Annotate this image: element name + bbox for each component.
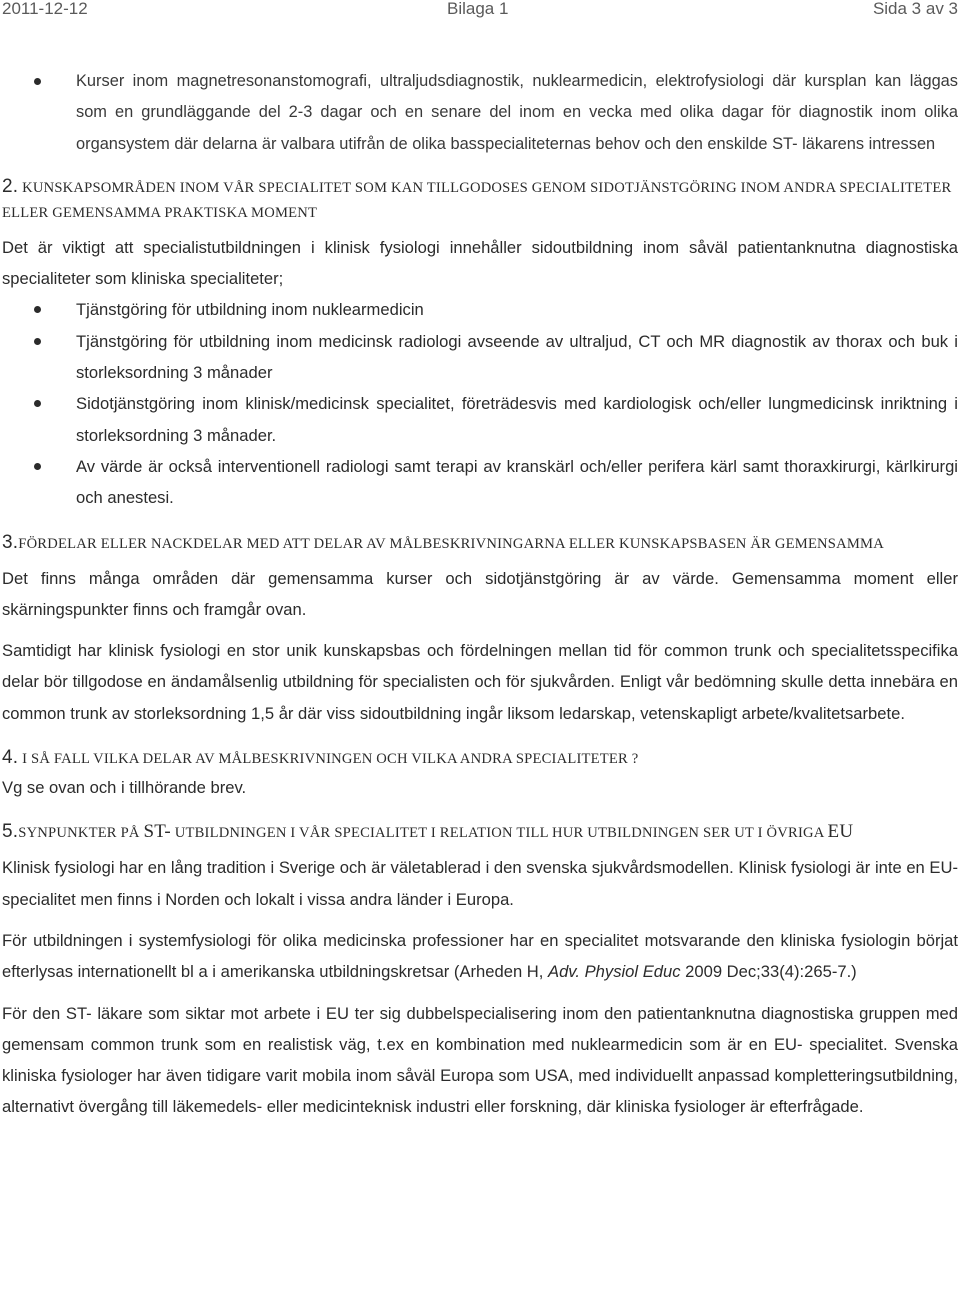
section-5-paragraph: Klinisk fysiologi har en lång tradition i Sverige och är väletablerad i den svenska sjukvårdsmodellen. Klinisk fysiologi är inte en EU- specialitet men finns i Norden och lokalt i vissa andra länder i Europa. <box>2 858 958 909</box>
section-5-paragraph <box>2 925 958 988</box>
section-number: 2. <box>2 175 19 197</box>
section-5-paragraph: För den ST- läkare som siktar mot arbete i EU ter sig dubbelspecialisering inom den patientanknutna diagnostiska gruppen med gemensam common trunk som en realistisk väg, t.ex en kombination med nuklearmedicin som är en EU- specialitet. Svenska kliniska fysiologer har även tidigare varit mobila inom såväl Europa som USA, med individuellt anpassad kompletteringsutbildning, alternativt övergång till läkemedels- eller medicinteknisk industri eller forskning, där kliniska fysiologer är efterfrågade. <box>2 1003 958 1117</box>
section-number: 5. <box>2 821 19 843</box>
section-5-heading <box>2 819 958 846</box>
section-3-paragraph: Samtidigt har klinisk fysiologi en stor unik kunskapsbas och fördelningen mellan tid för common trunk och specialitetsspecifika delar bör tillgodose en ändamålsenlig utbildning för specialisten och för sjukvården. Enligt vår bedömning skulle detta innebära en common trunk av storleksordning 1,5 år där viss sidoutbildning ingår liksom ledarskap, vetenskapligt arbete/kvalitetsarbete. <box>2 641 958 723</box>
section-title-part: UTBILDNINGEN I VÅR SPECIALITET I RELATION TILL HUR UTBILDNINGEN SER UT I ÖVRIGA <box>174 825 824 842</box>
header-date: 2011-12-12 <box>2 0 88 18</box>
section-title-st: ST- <box>143 821 171 843</box>
section-number: 3. <box>2 531 19 553</box>
document-body <box>2 66 958 1123</box>
section-title: FÖRDELAR ELLER NACKDELAR MED ATT DELAR AV MÅLBESKRIVNINGARNA ELLER KUNSKAPSBASEN ÄR GEMENSAMMA <box>18 535 884 552</box>
section-2-paragraph: Det är viktigt att specialistutbildningen i klinisk fysiologi innehåller sidoutbildning inom såväl patientanknutna diagnostiska specialiteter som kliniska specialiteter; <box>2 237 958 289</box>
list-item: Sidotjänstgöring inom klinisk/medicinsk specialitet, företrädesvis med kardiologisk och/eller lungmedicinsk inriktning i storleksordning 3 månader. <box>2 388 958 451</box>
section-number: 4. <box>2 747 19 769</box>
list-item: Tjänstgöring för utbildning inom nuklearmedicin <box>2 294 958 325</box>
section-3-heading <box>2 530 958 557</box>
section-2-bullet-list <box>2 294 958 513</box>
citation-details: 2009 Dec;33(4):265-7.) <box>680 962 857 982</box>
section-title: KUNSKAPSOMRÅDEN INOM VÅR SPECIALITET SOM KAN TILLGODOSES GENOM SIDOTJÄNSTGÖRING INOM ANDRA SPECIALITETER ELLER GEMENSAMMA PRAKTISKA MOMENT <box>2 179 952 221</box>
list-item: Tjänstgöring för utbildning inom medicinsk radiologi avseende av ultraljud, CT och MR diagnostik av thorax och buk i storleksordning 3 månader <box>2 326 958 389</box>
citation-text: För utbildningen i systemfysiologi för olika medicinska professioner har en specialitet motsvarande den kliniska fysiologin börjat efterlysas internationellt bl a i amerikanska utbildningskretsar (Arheden H, <box>2 930 958 982</box>
list-item: Kurser inom magnetresonanstomografi, ultraljudsdiagnostik, nuklearmedicin, elektrofysiologi där kursplan kan läggas som en grundläggande del 2-3 dagar och en senare del inom en vecka med olika dagar för diagnostik inom olika organsystem där delarna är valbara utifrån de olika basspecialiteternas behov och den enskilde ST- läkarens intressen <box>2 66 958 160</box>
section-title-eu: EU <box>827 821 854 843</box>
section-4-heading <box>2 745 958 772</box>
intro-bullet-list <box>2 66 958 160</box>
header-attachment: Bilaga 1 <box>447 0 509 18</box>
header-page-number: Sida 3 av 3 <box>872 0 958 18</box>
section-2-heading <box>2 174 958 226</box>
section-title-part: SYNPUNKTER PÅ <box>18 825 140 842</box>
journal-name: Adv. Physiol Educ <box>548 962 681 982</box>
page-header <box>0 0 960 22</box>
section-3-paragraph: Det finns många områden där gemensamma kurser och sidotjänstgöring är av värde. Gemensamma moment eller skärningspunkter finns och framgår ovan. <box>2 568 958 619</box>
section-4-paragraph: Vg se ovan och i tillhörande brev. <box>2 778 247 798</box>
section-title: I SÅ FALL VILKA DELAR AV MÅLBESKRIVNINGEN OCH VILKA ANDRA SPECIALITETER ? <box>22 751 639 768</box>
list-item: Av värde är också interventionell radiologi samt terapi av kranskärl och/eller perifera kärl samt thoraxkirurgi, kärlkirurgi och anestesi. <box>2 451 958 514</box>
